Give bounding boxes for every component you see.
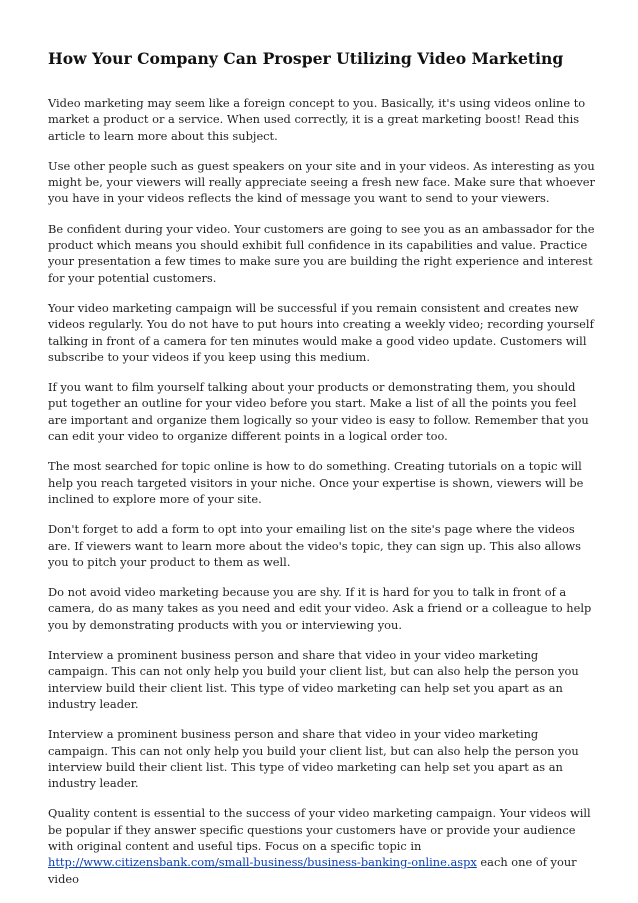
paragraph-10: Interview a prominent business person and share that video in your video marketing campaign. This can not only help you build your client list, but can also help the person you interview build their client list. This type of video marketing can help set you apart as an industry leader. bbox=[48, 727, 579, 791]
paragraph-7: Don't forget to add a form to opt into your emailing list on the site's page where the videos are. If viewers want to learn more about the video's topic, they can sign up. This also allows you to pitch your product to them as well. bbox=[48, 522, 582, 569]
paragraph-2: Use other people such as guest speakers on your site and in your videos. As interesting as you might be, your viewers will really appreciate seeing a fresh new face. Make sure that whoever you have in your videos reflects the kind of message you want to send to your viewers. bbox=[48, 158, 595, 206]
document-page bbox=[48, 48, 596, 901]
page-title: How Your Company Can Prosper Utilizing Video Marketing bbox=[48, 49, 564, 68]
paragraph-4: Your video marketing campaign will be successful if you remain consistent and creates new videos regularly. You do not have to put hours into creating a weekly video; recording yourself talking in front of a camera for ten minutes would make a good video update. Customers will subscribe to your videos if you keep using this medium. bbox=[48, 300, 594, 364]
paragraph-11-text-before: Quality content is essential to the success of your video marketing campaign. Your videos will be popular if they answer specific questions your customers have or provide your audience with original content and useful tips. Focus on a specific topic in bbox=[48, 806, 591, 853]
paragraph-5: If you want to film yourself talking about your products or demonstrating them, you should put together an outline for your video before you start. Make a list of all the points you feel are important and organize them logically so your video is easy to follow. Remember that you can edit your video to organize different points in a logical order too. bbox=[48, 380, 589, 444]
paragraph-9: Interview a prominent business person and share that video in your video marketing campaign. This can not only help you build your client list, but can also help the person you interview build their client list. This type of video marketing can help set you apart as an industry leader. bbox=[48, 648, 579, 711]
citizensbank-link[interactable]: http://www.citizensbank.com/small-business/business-banking-online.aspx bbox=[48, 855, 477, 870]
paragraph-8: Do not avoid video marketing because you are shy. If it is hard for you to talk in front of a camera, do as many takes as you need and edit your video. Ask a friend or a colleague to help you by demonstrating products with you or interviewing you. bbox=[48, 585, 592, 632]
paragraph-11 bbox=[48, 805, 596, 886]
paragraph-3: Be confident during your video. Your customers are going to see you as an ambassador for the product which means you should exhibit full confidence in its capabilities and value. Practice your presentation a few times to make sure you are building the right experience and interest for your potential customers. bbox=[48, 221, 595, 285]
paragraph-11-text-after: each one of your video bbox=[48, 855, 577, 886]
paragraph-6: The most searched for topic online is how to do something. Creating tutorials on a topic will help you reach targeted visitors in your niche. Once your expertise is shown, viewers will be inclined to explore more of your site. bbox=[48, 459, 584, 506]
paragraph-1: Video marketing may seem like a foreign concept to you. Basically, it's using videos online to market a product or a service. When used correctly, it is a great marketing boost! Read this article to learn more about this subject. bbox=[48, 96, 586, 143]
